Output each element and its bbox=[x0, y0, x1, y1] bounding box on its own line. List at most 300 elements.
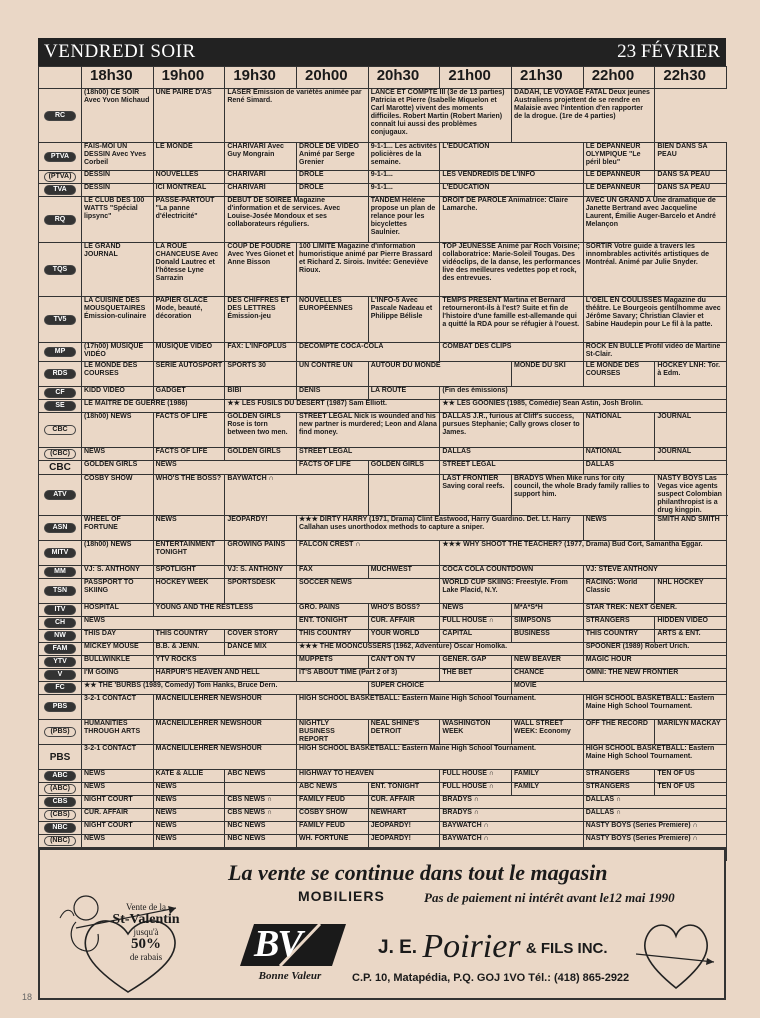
channel-badge: SE bbox=[44, 401, 76, 411]
program-cell bbox=[368, 809, 440, 822]
program-text: FULL HOUSE ∩ bbox=[442, 783, 494, 790]
channel-cell bbox=[39, 448, 82, 461]
time-slot-header: 19h30 bbox=[225, 67, 297, 89]
program-text: YOUR WORLD bbox=[370, 630, 420, 637]
program-cell bbox=[583, 783, 655, 796]
program-text: MICKEY MOUSE bbox=[84, 643, 139, 650]
program-text: FAMILY bbox=[514, 770, 540, 777]
channel-badge: RDS bbox=[44, 369, 76, 379]
program-cell bbox=[583, 630, 655, 643]
sale-badge bbox=[98, 902, 194, 962]
program-cell bbox=[583, 413, 655, 448]
program-text: TANDEM Hélène propose un plan de relance pour les bicyclettes Saulnier. bbox=[370, 197, 436, 236]
program-text: THIS DAY bbox=[84, 630, 117, 637]
program-cell bbox=[153, 809, 225, 822]
program-text: HIGH SCHOOL BASKETBALL: Eastern Maine High School Tournament. bbox=[585, 745, 715, 760]
program-text: LE MONDE DES COURSES bbox=[585, 362, 639, 377]
program-cell bbox=[655, 770, 727, 783]
program-cell bbox=[225, 809, 297, 822]
channel-badge: TSN bbox=[44, 586, 76, 596]
program-cell bbox=[153, 387, 225, 400]
program-cell bbox=[583, 809, 726, 822]
program-cell bbox=[82, 516, 154, 541]
program-text: M*A*S*H bbox=[514, 604, 543, 611]
channel-cell bbox=[39, 669, 82, 682]
logo-subtitle: Bonne Valeur bbox=[258, 970, 322, 982]
channel-cell bbox=[39, 475, 82, 516]
program-text: JEOPARDY! bbox=[370, 822, 412, 829]
program-cell bbox=[225, 643, 297, 656]
program-cell bbox=[440, 822, 583, 835]
program-cell bbox=[82, 448, 154, 461]
channel-badge: MITV bbox=[44, 548, 76, 558]
channel-cell bbox=[39, 184, 82, 197]
sale-percent: 50% bbox=[131, 936, 161, 952]
firm-surname: Poirier bbox=[422, 928, 521, 965]
tv-listing bbox=[38, 38, 726, 861]
program-cell bbox=[368, 783, 440, 796]
program-cell bbox=[440, 579, 583, 604]
time-slot-header: 20h30 bbox=[368, 67, 440, 89]
program-text: FAMILY FEUD bbox=[299, 796, 345, 803]
program-cell bbox=[583, 643, 726, 656]
program-cell bbox=[82, 617, 297, 630]
program-text: L'OEIL EN COULISSES Magazine du théâtre. Le Bourgeois gentilhomme avec Jérôme Savary; Christian Clavier et Sabine Haudepin pour Le fil à la patte. bbox=[585, 297, 721, 328]
program-cell bbox=[440, 387, 727, 400]
program-text: PASSE-PARTOUT "La panne d'électricité" bbox=[155, 197, 215, 220]
program-text: COSBY SHOW bbox=[299, 809, 348, 816]
program-text: THIS COUNTRY bbox=[155, 630, 208, 637]
program-cell bbox=[512, 604, 584, 617]
channel-row bbox=[39, 643, 727, 656]
program-text: NEW BEAVER bbox=[514, 656, 561, 663]
program-cell bbox=[440, 171, 583, 184]
program-text: LAST FRONTIER Saving coral reefs. bbox=[442, 475, 505, 490]
program-cell bbox=[440, 143, 583, 171]
program-cell bbox=[82, 656, 154, 669]
program-cell bbox=[297, 566, 369, 579]
program-text: MACNEIL/LEHRER NEWSHOUR bbox=[155, 720, 262, 727]
program-text: TOP JEUNESSE Animé par Roch Voisine; collaboratrice: Marie-Soleil Tougas. Des vidéoclips, de la danse, les performances live des meilleures vedettes pop et rock, des entrevues. bbox=[442, 243, 581, 282]
channel-badge: V bbox=[44, 670, 76, 680]
program-text: FACTS OF LIFE bbox=[299, 461, 351, 468]
program-text: LE DÉPANNEUR OLYMPIQUE "Le péril bleu" bbox=[585, 143, 641, 166]
program-cell bbox=[583, 516, 655, 541]
channel-row bbox=[39, 630, 727, 643]
program-cell bbox=[440, 461, 583, 475]
program-cell bbox=[297, 579, 440, 604]
channel-cell bbox=[39, 617, 82, 630]
program-cell bbox=[368, 89, 511, 143]
date-title: 23 FÉVRIER bbox=[617, 41, 720, 62]
program-text: STREET LEGAL bbox=[442, 461, 496, 468]
program-cell bbox=[82, 682, 369, 695]
program-cell bbox=[583, 617, 655, 630]
program-text: LASER Émission de variétés animée par René Simard. bbox=[227, 89, 362, 104]
channel-row bbox=[39, 669, 727, 682]
program-cell bbox=[440, 617, 512, 630]
program-cell bbox=[297, 541, 440, 566]
program-text: STAR TREK: NEXT GENER. bbox=[585, 604, 677, 611]
program-text: GOLDEN GIRLS Rose is torn between two men. bbox=[227, 413, 288, 436]
program-text: NIGHTLY BUSINESS REPORT bbox=[299, 720, 335, 743]
program-text: DROLE DE VIDÉO Animé par Serge Grenier bbox=[299, 143, 359, 166]
channel-cell bbox=[39, 171, 82, 184]
program-cell bbox=[297, 796, 369, 809]
channel-cell bbox=[39, 566, 82, 579]
time-slot-header: 22h30 bbox=[655, 67, 727, 89]
channel-cell bbox=[39, 143, 82, 171]
program-cell bbox=[297, 770, 440, 783]
program-cell bbox=[440, 669, 512, 682]
program-text: GROWING PAINS bbox=[227, 541, 286, 548]
program-text: WHO'S BOSS? bbox=[370, 604, 421, 611]
program-cell bbox=[368, 475, 440, 516]
program-cell bbox=[297, 695, 584, 720]
program-text: SMITH AND SMITH bbox=[657, 516, 720, 523]
program-cell bbox=[225, 400, 440, 413]
program-cell bbox=[225, 835, 297, 848]
channel-cell bbox=[39, 720, 82, 745]
program-text: BRADYS When Mike runs for city council, the whole Brady family rallies to support him. bbox=[514, 475, 650, 498]
right-heart-arrow-icon bbox=[636, 904, 716, 994]
program-cell bbox=[225, 413, 297, 448]
channel-badge: ATV bbox=[44, 490, 76, 500]
program-text: FAIS-MOI UN DESSIN Avec Yves Corbeil bbox=[84, 143, 147, 166]
program-cell bbox=[512, 669, 584, 682]
program-text: ROCK EN BULLE Profil vidéo de Martine St-Clair. bbox=[585, 343, 721, 358]
program-text: CUR. AFFAIR bbox=[370, 617, 415, 624]
program-cell bbox=[583, 343, 726, 362]
channel-badge: CF bbox=[44, 388, 76, 398]
program-text: LE DÉPANNEUR bbox=[585, 184, 641, 191]
program-text: WHEEL OF FORTUNE bbox=[84, 516, 121, 531]
program-text: DES CHIFFRES ET DES LETTRES Émission-jeu bbox=[227, 297, 290, 320]
program-cell bbox=[297, 745, 584, 770]
channel-row bbox=[39, 822, 727, 835]
program-text: NIGHT COURT bbox=[84, 796, 133, 803]
program-text: FACTS OF LIFE bbox=[155, 413, 208, 420]
program-text: DÉBUT DE SOIRÉE Magazine d'information et de services. Avec Louise-Josée Mondoux et ses collaborateurs réguliers. bbox=[227, 197, 341, 228]
channel-cell bbox=[39, 343, 82, 362]
program-text: DENIS bbox=[299, 387, 321, 394]
program-cell bbox=[440, 197, 583, 243]
channel-badge: PBS bbox=[44, 702, 76, 712]
ad-furniture: MOBILIERS bbox=[298, 888, 385, 904]
channel-row bbox=[39, 617, 727, 630]
program-text: L'ÉDUCATION bbox=[442, 184, 490, 191]
channel-cell bbox=[39, 461, 82, 475]
program-cell bbox=[82, 541, 154, 566]
program-text: FAX bbox=[299, 566, 313, 573]
program-cell bbox=[655, 617, 727, 630]
program-text: 9-1-1... bbox=[370, 171, 393, 178]
program-text: HOCKEY LNH: Tor. à Edm. bbox=[657, 362, 721, 377]
channel-row bbox=[39, 387, 727, 400]
program-cell bbox=[297, 461, 369, 475]
program-cell bbox=[297, 171, 369, 184]
program-cell bbox=[655, 143, 727, 171]
channel-badge: (PTVA) bbox=[44, 172, 76, 182]
program-text: HIDDEN VIDEO bbox=[657, 617, 708, 624]
program-cell bbox=[512, 475, 655, 516]
program-text: IT'S ABOUT TIME (Part 2 of 3) bbox=[299, 669, 398, 676]
page-number: 18 bbox=[22, 992, 33, 1002]
program-cell bbox=[440, 541, 727, 566]
sale-line-1: Vente de la bbox=[126, 902, 166, 912]
program-text: 100 LIMITE Magazine d'information humoristique animé par Pierre Brassard et Richard Z. Sirois. Invitée: Geneviève Rioux. bbox=[299, 243, 433, 274]
program-text: SORTIR Votre guide à travers les innombrables activités artistiques de Montréal. Animé par Julie Snyder. bbox=[585, 243, 710, 266]
program-text: MACNEIL/LEHRER NEWSHOUR bbox=[155, 745, 262, 752]
ad-payment: Pas de paiement ni intérêt avant le12 mai 1990 bbox=[424, 890, 675, 905]
program-cell bbox=[583, 197, 726, 243]
program-cell bbox=[225, 796, 297, 809]
program-text: HIGH SCHOOL BASKETBALL: Eastern Maine High School Tournament. bbox=[299, 745, 536, 752]
program-cell bbox=[440, 184, 583, 197]
program-cell bbox=[297, 604, 369, 617]
program-cell bbox=[82, 197, 154, 243]
program-cell bbox=[153, 656, 296, 669]
program-text: BAYWATCH ∩ bbox=[442, 835, 489, 842]
program-text: NEWS bbox=[84, 770, 105, 777]
program-cell bbox=[297, 184, 369, 197]
channel-badge: CBS bbox=[44, 797, 76, 807]
program-text: HARPUR'S HEAVEN AND HELL bbox=[155, 669, 260, 676]
program-cell bbox=[153, 197, 225, 243]
program-cell bbox=[82, 343, 154, 362]
channel-cell bbox=[39, 656, 82, 669]
program-cell bbox=[82, 822, 154, 835]
channel-row bbox=[39, 184, 727, 197]
channel-row bbox=[39, 720, 727, 745]
sale-line-2: St-Valentin bbox=[112, 912, 180, 927]
channel-row bbox=[39, 604, 727, 617]
program-cell bbox=[583, 796, 726, 809]
program-cell bbox=[368, 184, 440, 197]
program-text: PASSPORT TO SKIING bbox=[84, 579, 134, 594]
program-text: CAPITAL bbox=[442, 630, 473, 637]
program-text: HOCKEY WEEK bbox=[155, 579, 209, 586]
program-text: (17h00) MUSIQUE VIDÉO bbox=[84, 343, 144, 358]
program-text: ABC NEWS bbox=[227, 770, 266, 777]
program-text: LANCE ET COMPTE III (3e de 13 parties) Patricia et Pierre (Isabelle Miquelon et Carl Marotte) vivent des moments difficiles. Robert Martin (Robert Marien) connaît lui aussi des problèmes conjugaux. bbox=[370, 89, 505, 136]
channel-badge: TVA bbox=[44, 185, 76, 195]
program-cell bbox=[225, 783, 297, 796]
program-text: MOVIE bbox=[514, 682, 537, 689]
program-text: COVER STORY bbox=[227, 630, 278, 637]
program-cell bbox=[368, 822, 440, 835]
program-cell bbox=[153, 541, 225, 566]
program-cell bbox=[225, 770, 297, 783]
channel-cell bbox=[39, 89, 82, 143]
program-text: CUR. AFFAIR bbox=[370, 796, 415, 803]
program-cell bbox=[655, 448, 727, 461]
program-cell bbox=[297, 783, 369, 796]
program-cell bbox=[655, 783, 727, 796]
program-text: B.B. & JENN. bbox=[155, 643, 200, 650]
program-text: NEAL SHINE'S DETROIT bbox=[370, 720, 420, 735]
program-text: LA ROUTE bbox=[370, 387, 407, 394]
program-text: OMNI: THE NEW FRONTIER bbox=[585, 669, 679, 676]
program-text: STRANGERS bbox=[585, 617, 630, 624]
program-cell bbox=[655, 362, 727, 387]
program-text: NEWS bbox=[155, 796, 177, 803]
program-cell bbox=[297, 720, 369, 745]
program-cell bbox=[225, 516, 297, 541]
program-cell bbox=[583, 835, 726, 848]
program-text: MONDE DU SKI bbox=[514, 362, 566, 369]
program-text: LE MONDE DES COURSES bbox=[84, 362, 138, 377]
program-text: (18h00) NEWS bbox=[84, 413, 132, 420]
program-text: (18h00) NEWS bbox=[84, 541, 132, 548]
program-cell bbox=[583, 745, 726, 770]
program-text: NATIONAL bbox=[585, 413, 622, 420]
time-slot-header: 22h00 bbox=[583, 67, 655, 89]
program-cell bbox=[368, 143, 440, 171]
channel-cell bbox=[39, 387, 82, 400]
program-cell bbox=[82, 783, 154, 796]
channel-badge: RQ bbox=[44, 215, 76, 225]
program-text: NASTY BOYS Las Vegas vice agents suspect Colombian philanthropist is a drug kingpin. bbox=[657, 475, 722, 514]
program-text: DÉCOMPTE COCA-COLA bbox=[299, 343, 384, 350]
program-text: JEOPARDY! bbox=[370, 835, 412, 842]
program-cell bbox=[512, 656, 584, 669]
channel-row bbox=[39, 448, 727, 461]
program-cell bbox=[297, 643, 584, 656]
program-text: FAX: L'INFOPLUS bbox=[227, 343, 287, 350]
firm-suffix: & FILS INC. bbox=[525, 940, 608, 957]
channel-cell bbox=[39, 413, 82, 448]
program-text: NEWS bbox=[84, 835, 105, 842]
program-cell bbox=[583, 695, 726, 720]
program-text: NEWS bbox=[442, 604, 464, 611]
program-text: COSBY SHOW bbox=[84, 475, 133, 482]
program-cell bbox=[225, 362, 297, 387]
program-text: STRANGERS bbox=[585, 783, 630, 790]
program-text: THE BET bbox=[442, 669, 473, 676]
program-cell bbox=[440, 604, 512, 617]
channel-row bbox=[39, 297, 727, 343]
program-text: SPOTLIGHT bbox=[155, 566, 196, 573]
program-text: GOLDEN GIRLS bbox=[84, 461, 138, 468]
program-cell bbox=[297, 835, 369, 848]
program-cell bbox=[440, 566, 583, 579]
program-cell bbox=[655, 184, 727, 197]
program-cell bbox=[297, 413, 440, 448]
channel-row bbox=[39, 809, 727, 822]
program-cell bbox=[583, 566, 726, 579]
program-text: BIBI bbox=[227, 387, 242, 394]
channel-row bbox=[39, 516, 727, 541]
program-cell bbox=[440, 835, 583, 848]
program-text: DALLAS ∩ bbox=[585, 796, 622, 803]
program-text: STRANGERS bbox=[585, 770, 630, 777]
program-text: COMBAT DES CLIPS bbox=[442, 343, 512, 350]
program-cell bbox=[225, 197, 368, 243]
firm-address: C.P. 10, Matapédia, P.Q. GOJ 1VO Tél.: (418) 865-2922 bbox=[352, 972, 630, 984]
program-cell bbox=[297, 822, 369, 835]
program-text: ENT. TONIGHT bbox=[299, 617, 348, 624]
program-text: GENER. GAP bbox=[442, 656, 487, 663]
program-cell bbox=[368, 297, 440, 343]
program-text: TEN OF US bbox=[657, 783, 695, 790]
channel-cell bbox=[39, 783, 82, 796]
schedule-grid bbox=[38, 66, 727, 861]
program-cell bbox=[368, 617, 440, 630]
program-cell bbox=[153, 343, 225, 362]
program-text: LE DÉPANNEUR bbox=[585, 171, 641, 178]
program-cell bbox=[583, 579, 655, 604]
program-text: (Fin des émissions) bbox=[442, 387, 508, 394]
program-text: VJ: S. ANTHONY bbox=[227, 566, 284, 573]
program-cell bbox=[153, 475, 225, 516]
program-cell bbox=[153, 362, 225, 387]
program-cell bbox=[153, 143, 225, 171]
program-cell bbox=[153, 796, 225, 809]
channel-row bbox=[39, 745, 727, 770]
program-text: LA CUISINE DES MOUSQUETAIRES Émission-culinaire bbox=[84, 297, 147, 320]
program-text: ARTS & ENT. bbox=[657, 630, 701, 637]
program-text: WALL STREET WEEK: Economy bbox=[514, 720, 571, 735]
program-cell bbox=[297, 448, 440, 461]
program-text: NBC NEWS bbox=[227, 835, 266, 842]
program-text: YTV ROCKS bbox=[155, 656, 197, 663]
program-cell bbox=[297, 809, 369, 822]
channel-cell bbox=[39, 197, 82, 243]
program-text: GOLDEN GIRLS bbox=[227, 448, 281, 455]
program-text: VJ: S. ANTHONY bbox=[84, 566, 140, 573]
channel-badge: (CBC) bbox=[44, 449, 76, 459]
channel-row bbox=[39, 835, 727, 848]
program-cell bbox=[82, 184, 154, 197]
program-cell bbox=[153, 720, 296, 745]
program-cell bbox=[82, 695, 154, 720]
program-cell bbox=[225, 297, 297, 343]
program-text: JOURNAL bbox=[657, 413, 692, 420]
program-text: HOSPITAL bbox=[84, 604, 119, 611]
channel-row bbox=[39, 796, 727, 809]
channel-badge: (ABC) bbox=[44, 784, 76, 794]
channel-row bbox=[39, 579, 727, 604]
program-cell bbox=[153, 770, 225, 783]
program-text: FAMILY bbox=[514, 783, 540, 790]
program-cell bbox=[82, 243, 154, 297]
program-cell bbox=[82, 604, 154, 617]
program-text: THIS COUNTRY bbox=[585, 630, 638, 637]
firm-prefix: J. E. bbox=[378, 937, 418, 958]
channel-badge: PTVA bbox=[44, 152, 76, 162]
program-cell bbox=[297, 362, 369, 387]
program-cell bbox=[82, 362, 154, 387]
program-text: LE MAITRE DE GUERRE (1986) bbox=[84, 400, 188, 407]
program-text: WASHINGTON WEEK bbox=[442, 720, 491, 735]
channel-badge: TV5 bbox=[44, 315, 76, 325]
program-text: SPORTSDESK bbox=[227, 579, 276, 586]
program-cell bbox=[368, 604, 440, 617]
program-cell bbox=[297, 617, 369, 630]
program-text: BRADYS ∩ bbox=[442, 796, 479, 803]
sale-line-4: de rabais bbox=[129, 952, 163, 962]
program-cell bbox=[297, 297, 369, 343]
program-text: BAYWATCH ∩ bbox=[227, 475, 274, 482]
program-cell bbox=[655, 413, 727, 448]
program-text: NEWS bbox=[84, 448, 105, 455]
time-slot-header: 20h00 bbox=[297, 67, 369, 89]
program-cell bbox=[368, 796, 440, 809]
program-text: VJ: STEVE ANTHONY bbox=[585, 566, 658, 573]
program-text: NASTY BOYS (Series Premiere) ∩ bbox=[585, 835, 698, 842]
program-cell bbox=[655, 630, 727, 643]
